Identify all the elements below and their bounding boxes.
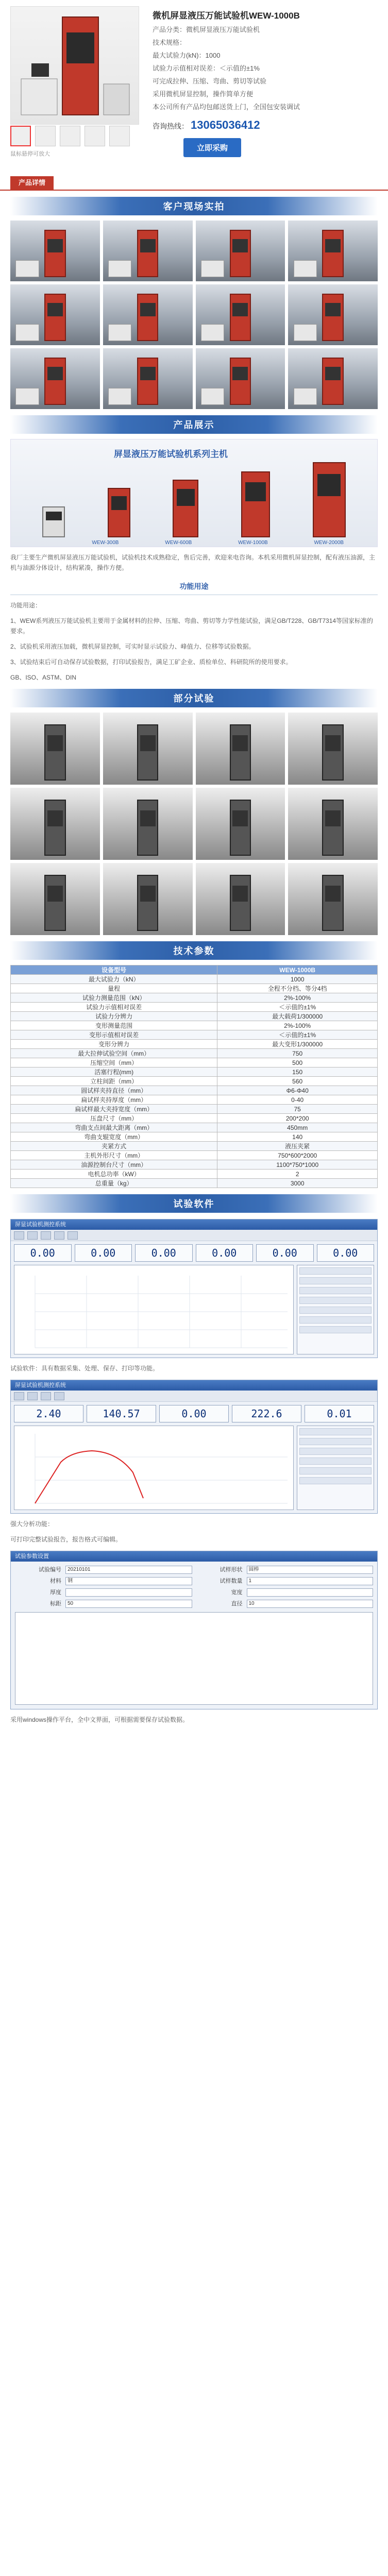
lineup-labels — [21, 540, 367, 546]
spec-label-cell: 总重量（kg） — [11, 1179, 217, 1188]
spec-row — [11, 1123, 378, 1132]
lineup-machine — [241, 471, 270, 537]
form-label: 直径 — [231, 1601, 243, 1607]
spec-label-cell: 立柱间距（mm） — [11, 1077, 217, 1086]
spec-value-cell: 全程不分档、等分4档 — [217, 984, 378, 993]
spec-row — [11, 1142, 378, 1151]
spec-label-cell: 电机总功率（kW） — [11, 1170, 217, 1179]
test-photo — [10, 788, 100, 860]
spec-value-cell: 3000 — [217, 1179, 378, 1188]
spec-row — [11, 1003, 378, 1012]
lineup-title: 屏显液压万能试验机系列主机 — [114, 449, 228, 460]
spec-table — [10, 965, 378, 1188]
section-title: 试验软件 — [173, 1199, 215, 1209]
test-photo — [196, 713, 285, 785]
spec-label-cell: 扁试样最大夹持宽度（mm） — [11, 1105, 217, 1114]
spec-row — [11, 1049, 378, 1058]
form-label: 试验编号 — [39, 1567, 61, 1573]
test-photo — [288, 863, 378, 935]
side-control[interactable] — [299, 1277, 372, 1284]
spec-row — [11, 1160, 378, 1170]
readout-value: 0.00 — [75, 1244, 132, 1262]
tab-product-details[interactable]: 产品详情 — [10, 176, 54, 190]
settings-form — [11, 1562, 377, 1612]
section-title: 产品展示 — [173, 420, 215, 430]
spec-value-cell: 75 — [217, 1105, 378, 1114]
phone-label: 咨询热线： — [153, 122, 189, 130]
section-subhead: 功能用途 — [179, 582, 209, 590]
window-title: 屏显试验机测控系统 — [11, 1219, 377, 1230]
toolbar-button[interactable] — [41, 1392, 51, 1400]
spec-row — [11, 975, 378, 984]
spec-row — [11, 993, 378, 1003]
site-photo — [103, 284, 193, 345]
side-control[interactable] — [299, 1287, 372, 1294]
spec-value-cell: 560 — [217, 1077, 378, 1086]
curve-plot[interactable] — [14, 1265, 294, 1354]
toolbar-button[interactable] — [14, 1231, 24, 1240]
side-control[interactable] — [299, 1316, 372, 1324]
model-label — [44, 540, 46, 546]
readout-value: 140.57 — [87, 1405, 156, 1422]
usage-title: 功能用途： — [10, 602, 42, 609]
section-banner — [10, 689, 378, 707]
spec-value-cell: 最大载荷1/300000 — [217, 1012, 378, 1021]
side-control[interactable] — [299, 1458, 372, 1465]
spec-header-cell: WEW-1000B — [217, 965, 378, 975]
window-title: 试验参数设置 — [11, 1551, 377, 1562]
product-main-image[interactable] — [10, 6, 139, 125]
lineup-machines — [21, 462, 367, 537]
test-photo — [10, 713, 100, 785]
spec-value-cell: ＜示值的±1% — [217, 1030, 378, 1040]
readout-value: 0.00 — [135, 1244, 193, 1262]
lineup-machine — [313, 462, 346, 537]
spec-label-cell: 油源控制台尺寸（mm） — [11, 1160, 217, 1170]
spec-value-cell: 液压夹紧 — [217, 1142, 378, 1151]
spec-value-cell: 2%-100% — [217, 993, 378, 1003]
spec-label-cell: 压盘尺寸（mm） — [11, 1114, 217, 1123]
side-control[interactable] — [299, 1477, 372, 1484]
section-banner — [10, 197, 378, 215]
form-label: 标距 — [50, 1601, 61, 1607]
test-photo — [196, 863, 285, 935]
buy-button[interactable]: 立即采购 — [183, 138, 241, 157]
readout-value: 0.00 — [317, 1244, 375, 1262]
side-control[interactable] — [299, 1448, 372, 1455]
spec-value-cell: 500 — [217, 1058, 378, 1067]
form-label: 材料 — [50, 1578, 61, 1584]
form-field[interactable] — [65, 1588, 192, 1597]
standards-line: GB、ISO、ASTM、DIN — [10, 674, 77, 681]
test-photo — [288, 713, 378, 785]
form-field[interactable]: 圆棒 — [247, 1566, 374, 1574]
settings-list[interactable] — [15, 1612, 373, 1705]
spec-row — [11, 1151, 378, 1160]
readout-row — [11, 1402, 377, 1426]
spec-label-cell: 变形测量范围 — [11, 1021, 217, 1030]
test-photo-grid — [10, 713, 378, 935]
spec-value-cell: 1100*750*1000 — [217, 1160, 378, 1170]
readout-value: 2.40 — [14, 1405, 83, 1422]
product-hero — [0, 0, 388, 152]
spec-row — [11, 1058, 378, 1067]
test-photo — [103, 863, 193, 935]
test-photo — [103, 713, 193, 785]
software-main — [11, 1265, 377, 1358]
spec-value-cell: Φ6-Φ40 — [217, 1086, 378, 1095]
spec-value-cell: ＜示值的±1% — [217, 1003, 378, 1012]
spec-row — [11, 1086, 378, 1095]
spec-header-cell: 设备型号 — [11, 965, 217, 975]
spec-label-cell: 活塞行程(mm) — [11, 1067, 217, 1077]
side-control[interactable] — [299, 1307, 372, 1314]
site-photo — [103, 348, 193, 409]
spec-row — [11, 1040, 378, 1049]
toolbar-button[interactable] — [54, 1392, 64, 1400]
spec-label-cell: 试验力分辨力 — [11, 1012, 217, 1021]
spec-value-cell: 2 — [217, 1170, 378, 1179]
readout-value: 0.00 — [256, 1244, 314, 1262]
product-line: 采用微机屏显控制，操作简单方便 — [153, 90, 254, 98]
spec-row — [11, 1021, 378, 1030]
spec-value-cell: 最大变形1/300000 — [217, 1040, 378, 1049]
spec-row — [11, 1132, 378, 1142]
product-lineup — [10, 439, 378, 547]
spec-label-cell: 弯曲支点间最大距离（mm） — [11, 1123, 217, 1132]
toolbar-button[interactable] — [54, 1231, 64, 1240]
spec-row — [11, 1077, 378, 1086]
lineup-machine — [108, 488, 130, 537]
machine-illustration — [11, 7, 139, 124]
site-photo — [288, 221, 378, 281]
thumbnail[interactable] — [85, 126, 105, 146]
form-field[interactable] — [247, 1588, 374, 1597]
intro-paragraph: 我厂主要生产微机屏显液压万能试验机，试验机技术成熟稳定，售后完善，欢迎来电咨询。本机采用微机屏显控制，配有液压油源，主机与油源分体设计，结构紧凑，操作方便。 — [10, 554, 376, 571]
model-label: WEW-2000B — [314, 540, 344, 546]
spec-row — [11, 984, 378, 993]
product-info — [139, 6, 378, 152]
curve-plot[interactable] — [14, 1426, 294, 1510]
section-title: 部分试验 — [173, 693, 215, 704]
software-main — [11, 1426, 377, 1513]
spec-row — [11, 1114, 378, 1123]
side-control[interactable] — [299, 1326, 372, 1333]
form-label: 宽度 — [231, 1589, 243, 1596]
software-window — [10, 1219, 378, 1358]
usage-paragraph: 1、WEW系列液压万能试验机主要用于金属材料的拉伸、压缩、弯曲、剪切等力学性能试验，满足GB/T228、GB/T7314等国家标准的要求。 — [10, 617, 374, 635]
footer-space — [0, 1725, 388, 1745]
side-panel — [297, 1426, 374, 1510]
spec-label-cell: 变形分辨力 — [11, 1040, 217, 1049]
thumbnail-note: 鼠标悬停可放大 — [10, 151, 50, 157]
software-caption: 试验软件：具有数据采集、处理、保存、打印等功能。 — [10, 1365, 159, 1372]
spec-label-cell: 主机外形尺寸（mm） — [11, 1151, 217, 1160]
site-photo — [196, 284, 285, 345]
toolbar — [11, 1391, 377, 1402]
readout-value: 0.00 — [196, 1244, 254, 1262]
spec-table-body — [11, 965, 378, 1188]
spec-label-cell: 夹紧方式 — [11, 1142, 217, 1151]
toolbar-button[interactable] — [27, 1231, 38, 1240]
detail-tabbar — [0, 176, 388, 191]
site-photo-grid — [10, 221, 378, 409]
toolbar-button[interactable] — [27, 1392, 38, 1400]
side-control[interactable] — [299, 1267, 372, 1275]
product-line: 技术规格： — [153, 39, 187, 46]
thumbnail[interactable] — [60, 126, 80, 146]
site-photo — [103, 221, 193, 281]
section-banner — [10, 415, 378, 434]
readout-row — [11, 1241, 377, 1265]
control-cabinet — [42, 506, 65, 537]
software-caption: 采用windows操作平台，全中文界面，可根据需要保存试验数据。 — [10, 1716, 189, 1723]
spec-row — [11, 1170, 378, 1179]
test-photo — [103, 788, 193, 860]
spec-value-cell: 200*200 — [217, 1114, 378, 1123]
toolbar-button[interactable] — [68, 1231, 78, 1240]
phone-number[interactable]: 13065036412 — [191, 118, 260, 131]
toolbar-button[interactable] — [14, 1392, 24, 1400]
thumbnail[interactable] — [109, 126, 130, 146]
plot-grid — [14, 1265, 293, 1354]
model-label: WEW-300B — [92, 540, 119, 546]
side-panel — [297, 1265, 374, 1354]
readout-value: 0.00 — [159, 1405, 229, 1422]
stress-strain-curve — [14, 1426, 293, 1510]
usage-paragraph: 2、试验机采用液压加载，微机屏显控制，可实时显示试验力、峰值力、位移等试验数据。 — [10, 643, 255, 650]
spec-row — [11, 1095, 378, 1105]
spec-row — [11, 1067, 378, 1077]
form-field[interactable]: 钢 — [65, 1577, 192, 1585]
section-banner — [10, 1194, 378, 1213]
spec-value-cell: 2%-100% — [217, 1021, 378, 1030]
test-photo — [10, 863, 100, 935]
toolbar-button[interactable] — [41, 1231, 51, 1240]
site-photo — [288, 284, 378, 345]
spec-label-cell: 量程 — [11, 984, 217, 993]
product-line: 可完成拉伸、压缩、弯曲、剪切等试验 — [153, 77, 267, 85]
software-caption: 强大分析功能： — [10, 1520, 54, 1528]
section-title: 技术参数 — [173, 946, 215, 956]
spec-row — [11, 1030, 378, 1040]
phone-row — [153, 118, 378, 132]
spec-header-row — [11, 965, 378, 975]
form-field[interactable]: 50 — [65, 1600, 192, 1608]
readout-value: 0.00 — [14, 1244, 72, 1262]
spec-label-cell: 扁试样夹持厚度（mm） — [11, 1095, 217, 1105]
site-photo — [196, 348, 285, 409]
spec-value-cell: 0-40 — [217, 1095, 378, 1105]
product-title: 微机屏显液压万能试验机WEW-1000B — [153, 11, 300, 21]
spec-label-cell: 最大试验力（kN） — [11, 975, 217, 984]
product-line: 产品分类：微机屏显液压万能试验机 — [153, 26, 260, 33]
spec-value-cell: 150 — [217, 1067, 378, 1077]
site-photo — [196, 221, 285, 281]
test-photo — [288, 788, 378, 860]
site-photo — [10, 221, 100, 281]
spec-value-cell: 450mm — [217, 1123, 378, 1132]
form-field[interactable]: 1 — [247, 1577, 374, 1585]
form-field[interactable]: 20210101 — [65, 1566, 192, 1574]
window-title: 屏显试验机测控系统 — [11, 1380, 377, 1391]
software-caption: 可打印完整试验报告，报告格式可编辑。 — [10, 1536, 122, 1543]
section-banner — [10, 941, 378, 960]
settings-window — [10, 1551, 378, 1709]
model-label: WEW-600B — [165, 540, 192, 546]
spec-value-cell: 1000 — [217, 975, 378, 984]
form-label: 试样形状 — [220, 1567, 243, 1573]
side-control[interactable] — [299, 1297, 372, 1304]
thumbnail[interactable] — [35, 126, 56, 146]
test-photo — [196, 788, 285, 860]
spec-value-cell: 750 — [217, 1049, 378, 1058]
form-field[interactable]: 10 — [247, 1600, 374, 1608]
side-control[interactable] — [299, 1467, 372, 1475]
spec-label-cell: 圆试样夹持直径（mm） — [11, 1086, 217, 1095]
spec-label-cell: 最大拉伸试验空间（mm） — [11, 1049, 217, 1058]
spec-row — [11, 1105, 378, 1114]
spec-label-cell: 压缩空间（mm） — [11, 1058, 217, 1067]
product-line: 本公司所有产品均包邮送货上门，全国包安装调试 — [153, 103, 300, 111]
software-window — [10, 1380, 378, 1514]
side-control[interactable] — [299, 1438, 372, 1445]
spec-label-cell: 试验力测量范围（kN） — [11, 993, 217, 1003]
spec-row — [11, 1179, 378, 1188]
product-line: 最大试验力(kN)：1000 — [153, 52, 221, 59]
spec-value-cell: 140 — [217, 1132, 378, 1142]
spec-label-cell: 弯曲支辊宽度（mm） — [11, 1132, 217, 1142]
product-line: 试验力示值相对误差：＜示值的±1% — [153, 64, 260, 72]
form-label: 试样数量 — [220, 1578, 243, 1584]
form-label: 厚度 — [50, 1589, 61, 1596]
site-photo — [10, 284, 100, 345]
site-photo — [288, 348, 378, 409]
lineup-machine — [173, 480, 198, 537]
site-photo — [10, 348, 100, 409]
spec-label-cell: 变形示值相对误差 — [11, 1030, 217, 1040]
section-title: 客户现场实拍 — [163, 201, 225, 212]
readout-value: 222.6 — [232, 1405, 301, 1422]
spec-label-cell: 试验力示值相对误差 — [11, 1003, 217, 1012]
thumbnail[interactable] — [10, 126, 31, 146]
toolbar — [11, 1230, 377, 1241]
usage-paragraph: 3、试验结束后可自动保存试验数据，打印试验报告，满足工矿企业、质检单位、科研院所的使用要求。 — [10, 658, 292, 666]
readout-value: 0.01 — [305, 1405, 374, 1422]
spec-value-cell: 750*600*2000 — [217, 1151, 378, 1160]
spec-row — [11, 1012, 378, 1021]
model-label: WEW-1000B — [238, 540, 268, 546]
side-control[interactable] — [299, 1428, 372, 1435]
